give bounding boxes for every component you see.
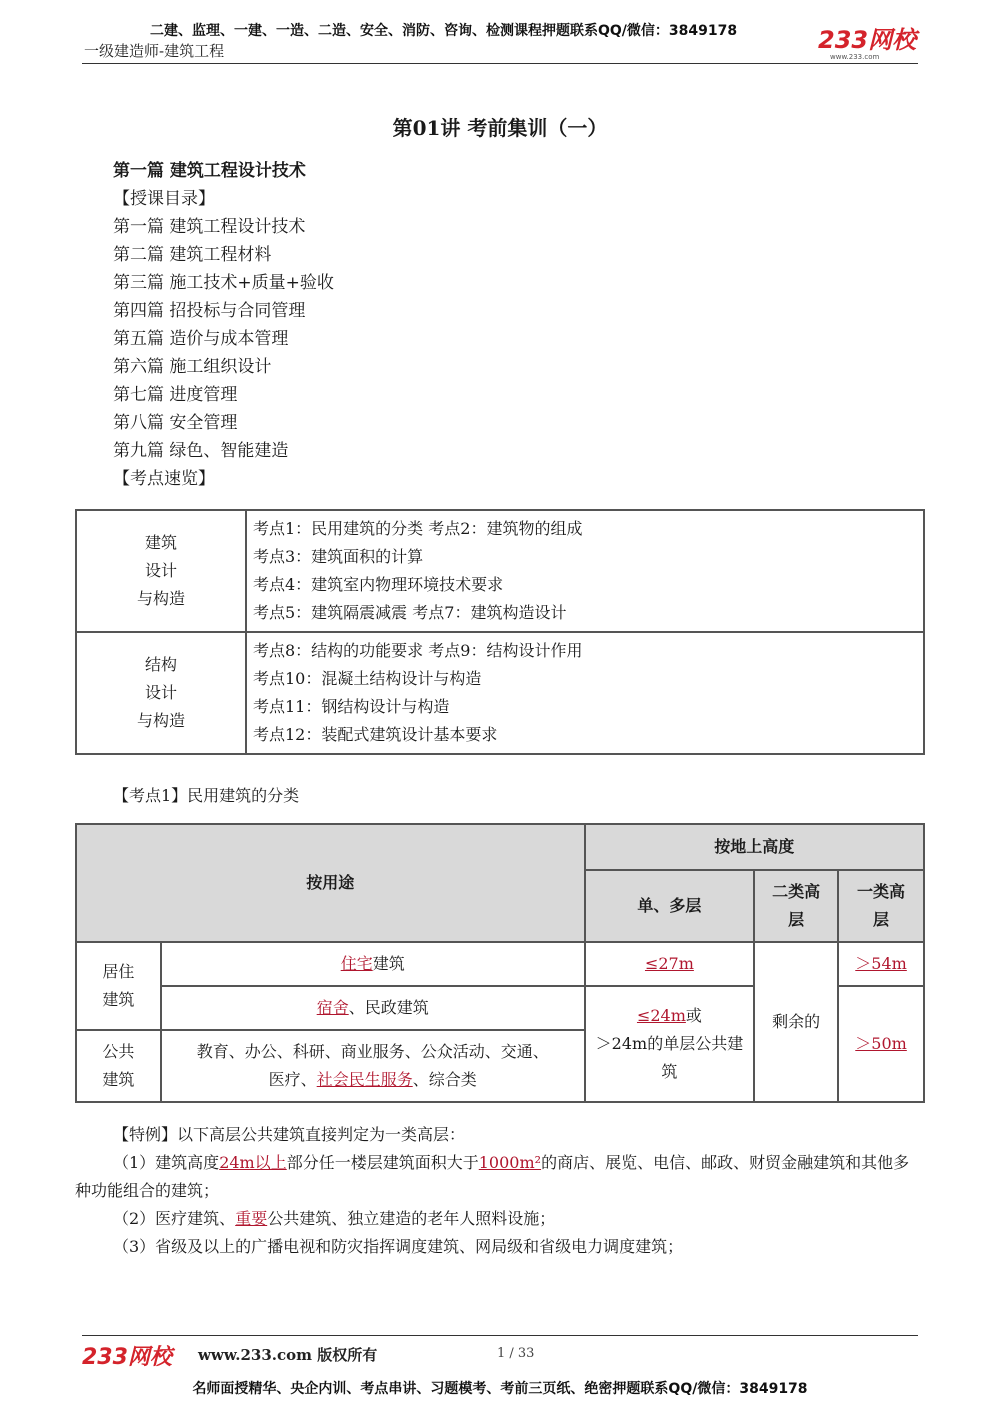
house-class1-value: ＞54m <box>855 954 907 973</box>
special-item-1 <box>75 1149 925 1205</box>
category-line: 与构造 <box>136 589 185 608</box>
toc-item: 第五篇 造价与成本管理 <box>113 329 289 349</box>
header-divider <box>82 63 918 64</box>
item-emphasis: 24m以上 <box>219 1153 287 1172</box>
item-text: （2）医疗建筑、 <box>113 1209 236 1228</box>
header-single-multi: 单、多层 <box>585 870 755 942</box>
public-text: 、综合类 <box>412 1070 477 1089</box>
overview-heading: 【考点速览】 <box>113 469 215 489</box>
residential-label <box>76 942 161 1030</box>
public-label <box>76 1030 161 1102</box>
special-item-3: （3）省级及以上的广播电视和防灾指挥调度建筑、网局级和省级电力调度建筑； <box>113 1237 684 1256</box>
dorm-text: 、民政建筑 <box>348 998 429 1017</box>
point-line: 考点5：建筑隔震减震 考点7：建筑构造设计 <box>253 603 567 622</box>
header-by-height: 按地上高度 <box>585 824 924 870</box>
category-cell <box>76 632 246 754</box>
contact-banner: 二建、监理、一建、一造、二造、安全、消防、咨询、检测课程押题联系QQ/微信：3849178 <box>150 23 738 39</box>
item-text: 公共建筑、独立建造的老年人照料设施； <box>267 1209 556 1228</box>
toc-item: 第一篇 建筑工程设计技术 <box>113 217 306 237</box>
house-cell <box>161 942 585 986</box>
category-line: 建筑 <box>144 533 177 552</box>
other-single-line: ＞24m的单层公共建 <box>595 1034 744 1053</box>
other-class1-value: ＞50m <box>855 1034 907 1053</box>
other-single-text: 或 <box>685 1006 702 1025</box>
page-number: 1 / 33 <box>497 1346 535 1361</box>
footer-logo: 233网校 <box>82 1345 172 1370</box>
toc-item: 第七篇 进度管理 <box>113 385 238 405</box>
category-line: 设计 <box>144 683 177 702</box>
toc-item: 第八篇 安全管理 <box>113 413 238 433</box>
house-emphasis: 住宅 <box>340 954 373 973</box>
house-text: 建筑 <box>372 954 405 973</box>
item-emphasis: 重要 <box>235 1209 268 1228</box>
other-class1 <box>838 986 924 1102</box>
toc-item: 第九篇 绿色、智能建造 <box>113 441 289 461</box>
special-intro: 【特例】以下高层公共建筑直接判定为一类高层： <box>113 1125 466 1144</box>
header-class1-text: 一类高层 <box>857 882 906 929</box>
category-line: 与构造 <box>136 711 185 730</box>
toc-item: 第三篇 施工技术+质量+验收 <box>113 273 334 293</box>
toc-item: 第二篇 建筑工程材料 <box>113 245 272 265</box>
section-heading: 【考点1】民用建筑的分类 <box>113 786 300 805</box>
dorm-cell <box>161 986 585 1030</box>
table-row <box>76 510 924 632</box>
label-line: 建筑 <box>102 1070 135 1089</box>
category-line: 结构 <box>144 655 177 674</box>
classification-table <box>75 823 925 1103</box>
category-cell <box>76 510 246 632</box>
item-emphasis: 1000m² <box>478 1153 542 1172</box>
point-line: 考点8：结构的功能要求 考点9：结构设计作用 <box>253 641 583 660</box>
page-title: 第01讲 考前集训（一） <box>392 116 608 140</box>
point-line: 考点11：钢结构设计与构造 <box>253 697 450 716</box>
class2-value: 剩余的 <box>754 942 838 1102</box>
header-class2 <box>754 870 838 942</box>
brand-logo-url: www.233.com <box>830 53 880 61</box>
public-text: 医疗、 <box>268 1070 317 1089</box>
point-line: 考点12：装配式建筑设计基本要求 <box>253 725 498 744</box>
label-line: 居住 <box>102 962 135 981</box>
footer-contact: 名师面授精华、央企内训、考点串讲、习题模考、考前三页纸、绝密押题联系QQ/微信：3849178 <box>192 1381 808 1397</box>
item-text: 部分任一楼层建筑面积大于 <box>286 1153 479 1172</box>
dorm-emphasis: 宿舍 <box>316 998 349 1017</box>
other-single-line: 筑 <box>661 1062 678 1081</box>
header-class2-text: 二类高层 <box>772 882 821 929</box>
public-emphasis: 社会民生服务 <box>316 1070 413 1089</box>
table-row <box>76 632 924 754</box>
point-line: 考点4：建筑室内物理环境技术要求 <box>253 575 504 594</box>
toc-item: 第六篇 施工组织设计 <box>113 357 272 377</box>
label-line: 公共 <box>102 1042 135 1061</box>
label-line: 建筑 <box>102 990 135 1009</box>
footer-copyright: www.233.com 版权所有 <box>198 1346 378 1364</box>
point-line: 考点10：混凝土结构设计与构造 <box>253 669 482 688</box>
toc-item: 第四篇 招投标与合同管理 <box>113 301 306 321</box>
brand-logo: 233网校 <box>818 26 917 54</box>
house-class1 <box>838 942 924 986</box>
house-single-value: ≤27m <box>644 954 694 973</box>
other-single-value: ≤24m <box>636 1006 686 1025</box>
public-line: 教育、办公、科研、商业服务、公众活动、交通、 <box>196 1042 549 1061</box>
points-cell <box>246 632 924 754</box>
special-item-2 <box>113 1205 555 1233</box>
header-by-use: 按用途 <box>76 824 585 942</box>
point-line: 考点1：民用建筑的分类 考点2：建筑物的组成 <box>253 519 583 538</box>
points-cell <box>246 510 924 632</box>
point-line: 考点3：建筑面积的计算 <box>253 547 424 566</box>
public-cell <box>161 1030 585 1102</box>
footer-divider <box>82 1335 918 1336</box>
item-text: （1）建筑高度 <box>113 1153 220 1172</box>
overview-table <box>75 509 925 755</box>
other-single <box>585 986 755 1102</box>
house-single <box>585 942 755 986</box>
header-class1 <box>838 870 924 942</box>
part-heading: 第一篇 建筑工程设计技术 <box>113 161 306 181</box>
item-text: 的商店、展览、电信、邮政、财贸金融建筑和其他多种功能组合的建筑； <box>75 1153 910 1200</box>
doc-subtitle: 一级建造师-建筑工程 <box>84 42 225 60</box>
toc-heading: 【授课目录】 <box>113 189 215 209</box>
category-line: 设计 <box>144 561 177 580</box>
